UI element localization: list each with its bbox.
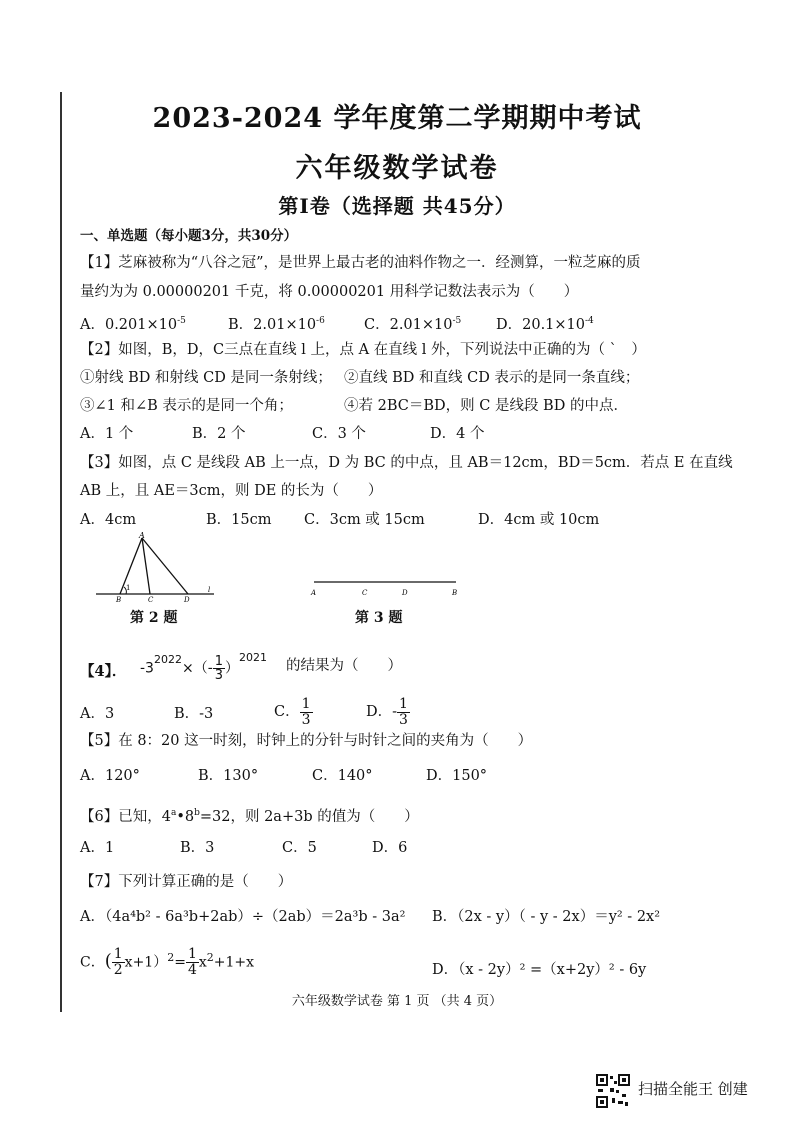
q6-option-c: C．5 (282, 840, 317, 856)
q4-option-d: D．- $\frac{1}{3}$ (366, 695, 408, 728)
q3-option-a: A．4cm (80, 512, 137, 528)
q3-option-c: C．3cm 或 15cm (304, 512, 425, 528)
q1-option-b: B．$2.01\times 10^{-6}$ (228, 316, 325, 333)
figure-2-diagram (96, 532, 216, 602)
q4-option-a: A．3 (80, 706, 115, 722)
q4-expression: $-3^{2022}\times(-$ $\frac{1}{3}$ ）$^{2021}$ (140, 651, 268, 684)
q7-option-a: A．（4a⁴b² - 6a³b+2ab）÷（2ab）＝2a³b - 3a² (80, 909, 406, 925)
q2-line1: 【2】如图，B，D，C三点在直线 l 上，点 A 在直线 l 外，下列说法中正确的为（ ˋ ） (80, 342, 646, 358)
q1-line1: 【1】芝麻被称为“八谷之冠”，是世界上最古老的油料作物之一．经测算，一粒芝麻的质 (80, 255, 641, 271)
q2-statement-1: ①射线 BD 和射线 CD 是同一条射线； (80, 370, 332, 386)
figure-3-caption: 第 3 题 (355, 610, 403, 626)
q6-option-a: A．1 (80, 840, 115, 856)
q6-option-b: B．3 (180, 840, 215, 856)
q5-option-d: D．150° (426, 768, 488, 784)
point-c-label: C (362, 589, 368, 597)
q1-option-c: C．$2.01\times 10^{-5}$ (364, 316, 462, 333)
binding-line (60, 92, 62, 1012)
q7-option-b: B．（2x - y）（ - y - 2x）＝y² - 2x² (432, 909, 661, 925)
section-heading: 一、单选题（每小题3分，共30分） (80, 228, 298, 244)
point-b-label: B (116, 596, 122, 602)
q2-statement-3: ③∠1 和∠B 表示的是同一个角； (80, 398, 293, 414)
q5-option-c: C．140° (312, 768, 373, 784)
qr-code-icon (596, 1074, 630, 1108)
q4-tail: 的结果为（ ） (286, 658, 402, 674)
line-l-label: l (208, 586, 211, 594)
q1-option-a: A．$0.201\times 10^{-5}$ (80, 316, 186, 333)
figure-3-diagram (310, 572, 460, 600)
point-a-label: A (139, 532, 145, 540)
page-footer: 六年级数学试卷 第 1 页 （共 4 页） (291, 994, 503, 1009)
q3-line2: AB 上，且 AE＝3cm，则 DE 的长为（ ） (80, 483, 383, 499)
q3-line1: 【3】如图，点 C 是线段 AB 上一点，D 为 BC 的中点，且 AB＝12cm，BD＝5cm．若点 E 在直线 (80, 455, 733, 471)
q2-option-b: B．2 个 (192, 426, 246, 442)
part-title: 第Ⅰ卷（选择题 共45分） (278, 194, 516, 218)
point-a-label: A (311, 589, 317, 597)
q7-option-c: C．( $\frac{1}{2}$ x+1）$^2$= $\frac{1}{4}$ $x^2+1+x$ (80, 946, 255, 979)
q6-line1: 【6】已知，$4^a•8^b=32$，则 2a+3b 的值为（ ） (80, 808, 419, 825)
q2-option-a: A．1 个 (80, 426, 134, 442)
q3-option-d: D．4cm 或 10cm (478, 512, 600, 528)
segment-ab (120, 538, 142, 594)
q5-option-a: A．120° (80, 768, 140, 784)
q2-statement-2: ②直线 BD 和直线 CD 表示的是同一条直线； (344, 370, 640, 386)
q6-option-d: D．6 (372, 840, 408, 856)
exam-title: 2023-2024 学年度第二学期期中考试 (152, 103, 642, 134)
q4-option-b: B．-3 (174, 706, 214, 722)
angle-1-label: 1 (126, 584, 131, 592)
scanner-watermark: 扫描全能王 创建 (638, 1080, 748, 1098)
q2-statement-4: ④若 2BC＝BD，则 C 是线段 BD 的中点． (344, 398, 628, 414)
q4-label: 【4】． (80, 663, 127, 680)
q5-line1: 【5】在 8：20 这一时刻，时钟上的分针与时针之间的夹角为（ ） (80, 733, 533, 749)
q7-option-d: D．（x - 2y）² =（x+2y）² - 6y (432, 962, 647, 978)
paper-title: 六年级数学试卷 (295, 153, 499, 184)
figure-2-caption: 第 2 题 (130, 610, 178, 626)
point-d-label: D (402, 589, 408, 597)
q2-option-d: D．4 个 (430, 426, 485, 442)
q4-option-c: C． $\frac{1}{3}$ (274, 695, 311, 728)
q5-option-b: B．130° (198, 768, 259, 784)
point-b-label: B (452, 589, 458, 597)
q1-line2: 量约为为 0.00000201 千克，将 0.00000201 用科学记数法表示为（ ） (80, 284, 579, 300)
q1-option-d: D．$20.1\times 10^{-4}$ (496, 316, 594, 333)
point-d-label: D (184, 596, 190, 602)
q3-option-b: B．15cm (206, 512, 272, 528)
q7-line1: 【7】下列计算正确的是（ ） (80, 874, 293, 890)
q2-option-c: C．3 个 (312, 426, 366, 442)
point-c-label: C (148, 596, 154, 602)
